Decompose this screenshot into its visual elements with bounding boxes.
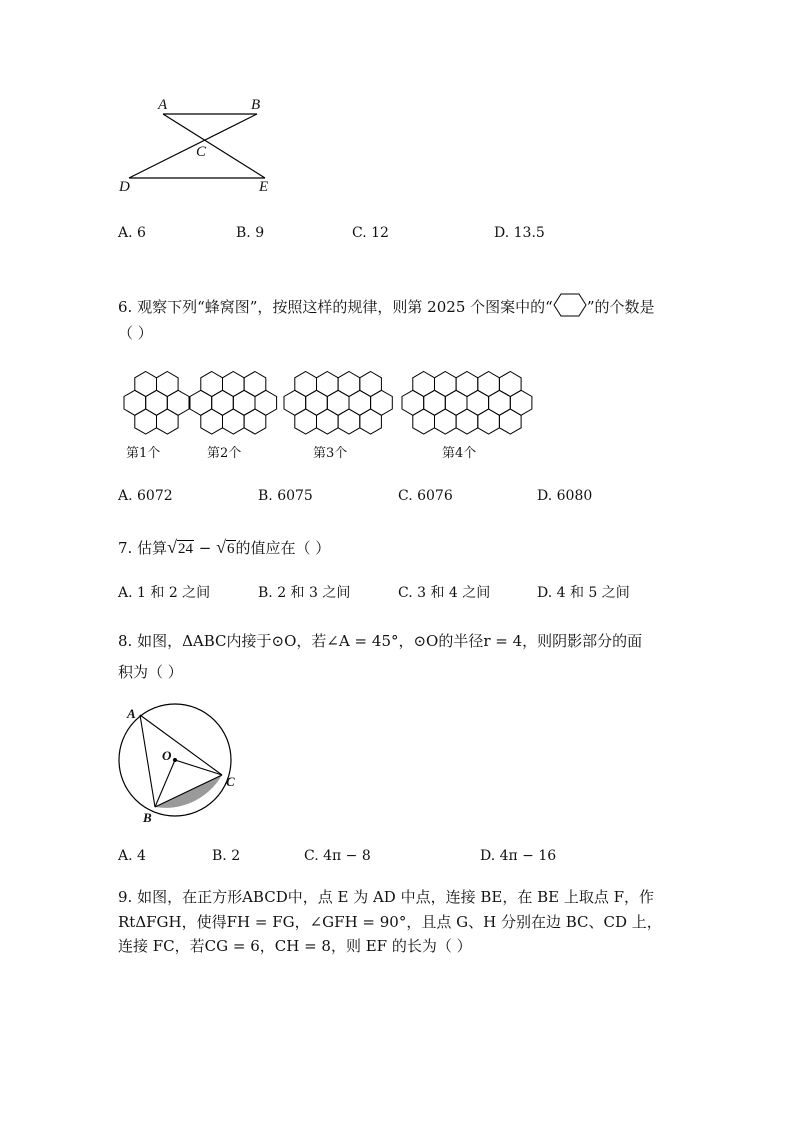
- honeycomb-cell: [413, 409, 435, 434]
- label-a-q8: A: [127, 706, 136, 721]
- honeycomb-cell: [413, 372, 435, 397]
- honeycomb-cell: [223, 372, 245, 397]
- q9-stem-line1: 9. 如图，在正方形ABCD中，点 E 为 AD 中点，连接 BE，在 BE 上取点 F，作: [118, 888, 655, 906]
- q6-stem-pre: 6. 观察下列“蜂窝图”，按照这样的规律，则第 2025 个图案中的“: [118, 298, 553, 316]
- caption-pattern-3: 第3个: [313, 446, 348, 461]
- sqrt-24: √24: [167, 537, 193, 557]
- q8-option-d[interactable]: D. 4π − 16: [480, 848, 557, 864]
- honeycomb-cell: [360, 372, 382, 397]
- honeycomb-cell: [467, 390, 489, 415]
- q6-stem-post: ”的个数是: [586, 298, 655, 316]
- q9-stem-line3: 连接 FC，若CG = 6，CH = 8，则 EF 的长为（ ）: [118, 937, 472, 955]
- sqrt-6: √6: [216, 537, 235, 557]
- honeycomb-cell: [212, 390, 234, 415]
- label-d: D: [119, 179, 130, 195]
- honeycomb-cell: [349, 390, 371, 415]
- honeycomb-cell: [201, 372, 223, 397]
- q7-option-a[interactable]: A. 1 和 2 之间: [118, 585, 211, 601]
- honeycomb-cell: [435, 372, 457, 397]
- honeycomb-cell: [244, 409, 266, 434]
- honeycomb-cell: [223, 409, 245, 434]
- circle-figure-q8: [0, 700, 794, 830]
- honeycomb-cell: [167, 390, 189, 415]
- q7-option-d[interactable]: D. 4 和 5 之间: [537, 585, 630, 601]
- q7-stem: 7. 估算√24 − √6的值应在（ ）: [118, 537, 331, 557]
- honeycomb-cell: [317, 372, 339, 397]
- honeycomb-cell: [135, 372, 157, 397]
- honeycomb-cell: [317, 409, 339, 434]
- honeycomb-cell: [456, 409, 478, 434]
- honeycomb-cell: [190, 390, 212, 415]
- honeycomb-cell: [295, 372, 317, 397]
- honeycomb-cell: [284, 390, 306, 415]
- q8-stem-line2: 积为（ ）: [118, 663, 183, 681]
- q8-stem-line1: 8. 如图，ΔABC内接于⊙O，若∠A = 45°，⊙O的半径r = 4，则阴影部分的面: [118, 632, 643, 650]
- q5-option-d[interactable]: D. 13.5: [494, 225, 545, 241]
- label-b: B: [251, 97, 261, 113]
- honeycomb-cell: [338, 409, 360, 434]
- honeycomb-cell: [338, 372, 360, 397]
- honeycomb-cell: [146, 390, 168, 415]
- label-a: A: [158, 97, 168, 113]
- q7-stem-post: 的值应在（ ）: [235, 539, 331, 557]
- q6-option-d[interactable]: D. 6080: [537, 488, 593, 504]
- q6-option-a[interactable]: A. 6072: [118, 488, 173, 504]
- label-b-q8: B: [143, 810, 152, 825]
- honeycomb-cell: [402, 390, 424, 415]
- caption-pattern-4: 第4个: [442, 446, 477, 461]
- honeycomb-cell: [478, 409, 500, 434]
- honeycomb-cell: [371, 390, 393, 415]
- label-e: E: [259, 179, 269, 195]
- q7-option-c[interactable]: C. 3 和 4 之间: [398, 585, 491, 601]
- q8-option-b[interactable]: B. 2: [212, 848, 241, 864]
- honeycomb-cell: [306, 390, 328, 415]
- q5-option-a[interactable]: A. 6: [118, 225, 146, 241]
- honeycomb-cell: [157, 409, 179, 434]
- honeycomb-cell: [445, 390, 467, 415]
- q7-option-b[interactable]: B. 2 和 3 之间: [258, 585, 351, 601]
- q6-stem-line2: （ ）: [118, 324, 153, 342]
- honeycomb-cell: [424, 390, 446, 415]
- honeycomb-cell: [435, 409, 457, 434]
- label-c: C: [196, 144, 207, 160]
- q8-option-c[interactable]: C. 4π − 8: [304, 848, 371, 864]
- q6-option-b[interactable]: B. 6075: [258, 488, 313, 504]
- honeycomb-cell: [327, 390, 349, 415]
- honeycomb-cell: [201, 409, 223, 434]
- honeycomb-cell: [157, 372, 179, 397]
- q8-option-a[interactable]: A. 4: [118, 848, 146, 864]
- q5-option-c[interactable]: C. 12: [352, 225, 389, 241]
- honeycomb-cell: [233, 390, 255, 415]
- q6-stem-line1: [118, 296, 654, 320]
- segment-ae: [163, 114, 265, 178]
- honeycomb-cell: [244, 372, 266, 397]
- label-o-q8: O: [162, 748, 172, 763]
- honeycomb-cell: [478, 372, 500, 397]
- caption-pattern-1: 第1个: [126, 446, 161, 461]
- honeycomb-cell: [295, 409, 317, 434]
- honeycomb-cell: [499, 409, 521, 434]
- honeycomb-cell: [510, 390, 532, 415]
- honeycomb-cell: [124, 390, 146, 415]
- q5-option-b[interactable]: B. 9: [236, 225, 265, 241]
- hexagon-icon: [553, 296, 587, 320]
- honeycomb-cell: [135, 409, 157, 434]
- honeycomb-cell: [456, 372, 478, 397]
- q9-stem-line2: RtΔFGH，使得FH = FG，∠GFH = 90°，且点 G、H 分别在边 BC、CD 上，: [118, 913, 662, 931]
- honeycomb-cell: [489, 390, 511, 415]
- q6-option-c[interactable]: C. 6076: [398, 488, 453, 504]
- q7-stem-pre: 7. 估算: [118, 539, 168, 557]
- honeycomb-figures: [0, 360, 794, 445]
- label-c-q8: C: [226, 774, 235, 789]
- caption-pattern-2: 第2个: [207, 446, 242, 461]
- segment-bd: [129, 114, 257, 178]
- honeycomb-cell: [255, 390, 277, 415]
- honeycomb-cell: [499, 372, 521, 397]
- honeycomb-cell: [360, 409, 382, 434]
